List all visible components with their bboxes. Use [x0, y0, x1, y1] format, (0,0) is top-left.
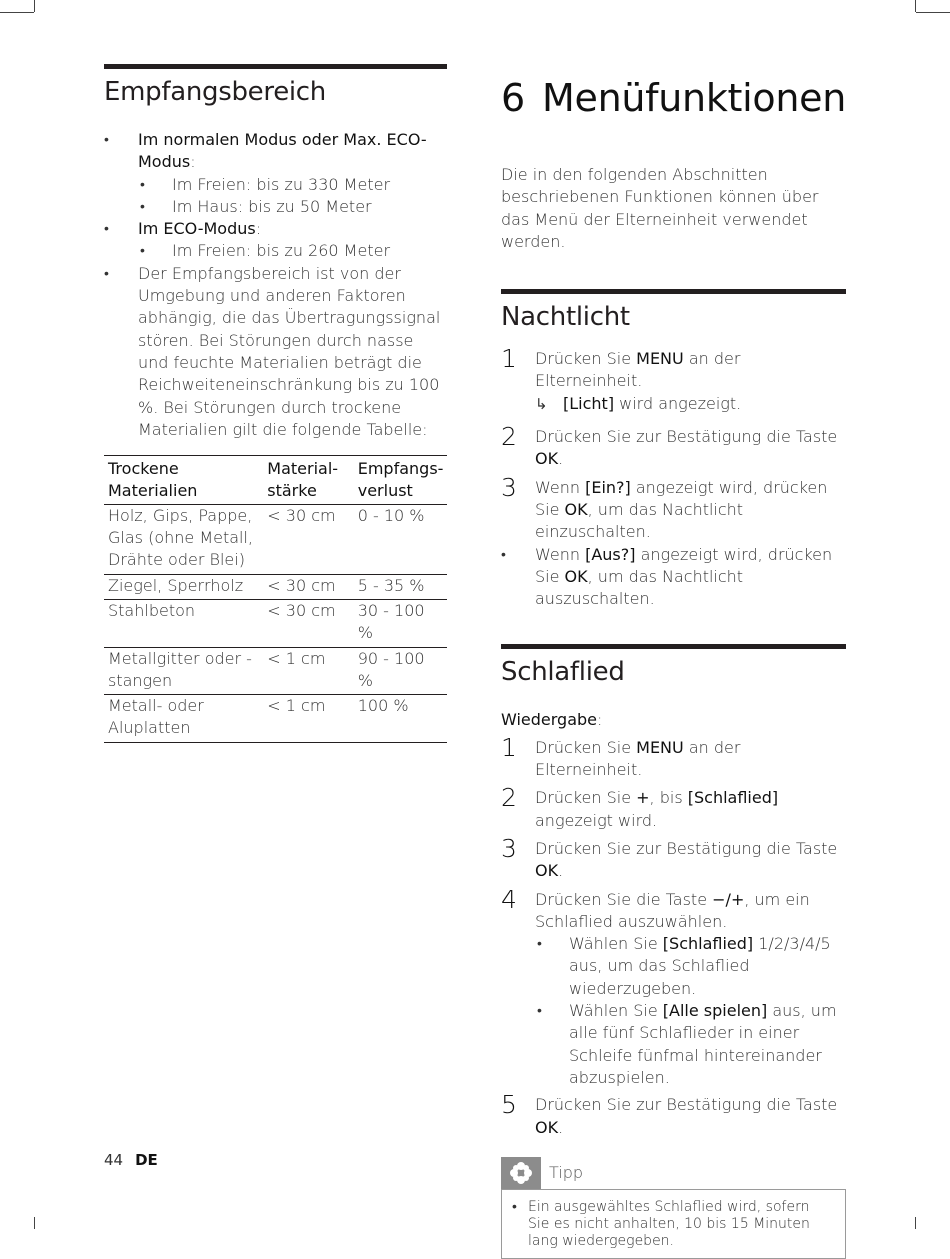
table-header: Material-stärke	[263, 456, 353, 505]
step-text: Wählen Sie	[569, 1001, 663, 1021]
section-heading-schlaflied: Schlaflied	[501, 657, 625, 688]
chapter-title	[501, 70, 846, 126]
sub-list	[535, 933, 846, 1089]
step-text: Drücken Sie	[535, 788, 637, 808]
step-text: angezeigt wird, drücken Sie	[535, 544, 833, 586]
table-cell: 0 - 10 %	[354, 504, 447, 574]
step-number: 5	[501, 1090, 517, 1120]
step-text: Drücken Sie	[535, 737, 637, 757]
step-item	[501, 422, 846, 471]
list-item: • Ein ausgewähltes Schlaflied wird, sofern Sie es nicht anhalten, 10 bis 15 Minuten lang wiedergegeben.	[512, 1199, 835, 1250]
step-number: 3	[501, 472, 517, 502]
list-item	[535, 1000, 846, 1089]
section-heading-empfangsbereich: Empfangsbereich	[104, 77, 326, 107]
key-label: MENU	[636, 349, 684, 369]
left-column	[104, 64, 447, 743]
key-label: OK	[564, 499, 588, 519]
step-text: Drücken Sie zur Bestätigung die Taste	[535, 1095, 838, 1115]
key-label: OK	[564, 566, 588, 586]
chapter-number: 6	[501, 76, 525, 120]
range-list	[104, 129, 447, 441]
table-cell: 30 - 100 %	[354, 599, 447, 647]
table-header: Empfangs-verlust	[354, 456, 447, 505]
step-text: Wählen Sie	[569, 934, 663, 954]
table-cell: Metallgitter oder -stangen	[104, 647, 263, 695]
key-label: −/+	[712, 889, 745, 909]
table-cell: < 1 cm	[263, 647, 353, 695]
sub-list	[138, 240, 447, 262]
step-text: Drücken Sie zur Bestätigung die Taste	[535, 838, 838, 858]
crop-mark	[34, 0, 35, 12]
step-text: Wenn	[535, 477, 586, 497]
key-label: OK	[535, 861, 559, 881]
chapter-title-text: Menüfunktionen	[542, 76, 846, 120]
step-number: 2	[501, 783, 517, 813]
step-text: an der Elterneinheit.	[535, 349, 741, 391]
table-header-row	[104, 456, 447, 505]
step-item	[501, 344, 846, 415]
step-text: Drücken Sie zur Bestätigung die Taste	[535, 427, 838, 447]
crop-mark	[915, 1217, 916, 1229]
display-label: [Schlaflied]	[662, 934, 754, 954]
list-item: • Im Freien: bis zu 260 Meter	[138, 240, 447, 262]
nachtlicht-steps	[501, 344, 846, 610]
table-cell: Holz, Gips, Pappe, Glas (ohne Metall, Drähte oder Blei)	[104, 504, 263, 574]
table-cell: < 30 cm	[263, 574, 353, 599]
step-number: 1	[501, 732, 517, 762]
section-rule	[501, 644, 846, 649]
section-heading-nachtlicht: Nachtlicht	[501, 302, 630, 333]
table-header: Trockene Materialien	[104, 456, 263, 505]
step-item	[501, 884, 846, 1090]
colon: :	[190, 152, 196, 172]
sub-heading-label: Wiedergabe	[501, 710, 598, 730]
step-number: 3	[501, 833, 517, 863]
mode-label: Im ECO-Modus	[138, 219, 256, 239]
step-item	[501, 783, 846, 832]
step-text: Drücken Sie	[535, 349, 637, 369]
step-number: 1	[501, 344, 517, 374]
display-label: [Aus?]	[585, 544, 636, 564]
step-text: , um das Nachtlicht einzuschalten.	[535, 499, 744, 542]
colon: :	[597, 710, 603, 730]
table-cell: < 30 cm	[263, 599, 353, 647]
result-line	[535, 393, 846, 415]
table-cell: 5 - 35 %	[354, 574, 447, 599]
step-text: an der Elterneinheit.	[535, 737, 741, 780]
step-text: , um ein Schlaflied auszuwählen.	[535, 889, 810, 931]
key-label: OK	[535, 1117, 559, 1137]
page-number: 44	[104, 1151, 124, 1169]
sub-heading	[501, 709, 846, 731]
step-text: .	[558, 1117, 564, 1137]
step-number: 4	[501, 884, 517, 914]
tip-list	[512, 1199, 835, 1250]
tip-icon	[501, 1157, 541, 1189]
step-item	[501, 1090, 846, 1139]
tip-box	[501, 1157, 846, 1259]
bullet: •	[501, 546, 506, 563]
intro-paragraph: Die in den folgenden Abschnitten beschriebenen Funktionen können über das Menü der Elterneinheit verwendet werden.	[501, 165, 819, 251]
result-arrow-icon: ↳	[535, 394, 548, 413]
step-text: , um das Nachtlicht auszuschalten.	[535, 566, 744, 609]
step-item	[501, 472, 846, 544]
tip-body	[501, 1189, 846, 1259]
tip-label: Tipp	[549, 1163, 584, 1183]
list-item	[535, 933, 846, 1000]
table-cell: Stahlbeton	[104, 599, 263, 647]
language-code: DE	[135, 1151, 158, 1169]
right-column	[501, 64, 846, 1259]
key-label: +	[636, 788, 650, 808]
step-text: wird angezeigt.	[614, 393, 742, 413]
display-label: [Schlaflied]	[687, 788, 779, 808]
step-text: 1/2/3/4/5 aus, um das Schlaflied wiederzugeben.	[569, 934, 831, 998]
step-text: Wenn	[535, 544, 586, 564]
list-item: • Im Freien: bis zu 330 Meter	[138, 174, 447, 196]
step-item	[501, 732, 846, 782]
schlaflied-steps	[501, 732, 846, 1139]
asterisk-icon	[507, 1159, 535, 1187]
step-text: Drücken Sie die Taste	[535, 889, 713, 909]
table-cell: < 1 cm	[263, 695, 353, 743]
step-number: 2	[501, 422, 517, 452]
section-rule	[501, 289, 846, 294]
crop-mark	[915, 0, 916, 12]
table-cell: < 30 cm	[263, 504, 353, 574]
table-cell: Metall- oder Aluplatten	[104, 695, 263, 743]
step-text: angezeigt wird.	[535, 810, 658, 830]
table-row	[104, 695, 447, 743]
key-label: MENU	[636, 737, 684, 757]
crop-mark	[0, 12, 34, 13]
step-text: aus, um alle fünf Schlaflieder in einer Schleife fünfmal hintereinander abzuspielen.	[569, 1001, 837, 1087]
materials-table	[104, 455, 447, 743]
table-cell: 100 %	[354, 695, 447, 743]
list-item: • Der Empfangsbereich ist von der Umgebung und anderen Faktoren abhängig, die das Übertragungssignal stören. Bei Störungen durch nasse und feuchte Materialien beträgt die Reichweiteneinschränkung bis zu 100 %. Bei Störungen durch trockene Materialien gilt die folgende Tabelle:	[104, 263, 447, 441]
list-item	[104, 218, 447, 263]
table-row	[104, 647, 447, 695]
step-text: .	[558, 449, 564, 469]
table-row	[104, 574, 447, 599]
table-cell: 90 - 100 %	[354, 647, 447, 695]
step-text: .	[558, 861, 564, 881]
crop-mark	[34, 1217, 35, 1229]
section-rule	[104, 64, 447, 69]
mode-label: Im normalen Modus oder Max. ECO-Modus	[138, 130, 427, 172]
list-item	[104, 129, 447, 218]
display-label: [Ein?]	[585, 477, 631, 497]
table-cell: Ziegel, Sperrholz	[104, 574, 263, 599]
display-label: [Licht]	[563, 393, 615, 413]
sub-list	[138, 174, 447, 219]
table-row	[104, 599, 447, 647]
list-item: • Im Haus: bis zu 50 Meter	[138, 196, 447, 218]
display-label: [Alle spielen]	[662, 1001, 768, 1021]
step-item	[501, 544, 846, 611]
page-footer	[104, 1151, 158, 1169]
tip-header	[501, 1157, 846, 1189]
colon: :	[255, 219, 262, 239]
step-item	[501, 833, 846, 883]
step-text: angezeigt wird, drücken Sie	[535, 477, 828, 519]
key-label: OK	[535, 449, 559, 469]
step-text: , bis	[649, 788, 688, 808]
crop-mark	[916, 12, 950, 13]
table-row	[104, 504, 447, 574]
